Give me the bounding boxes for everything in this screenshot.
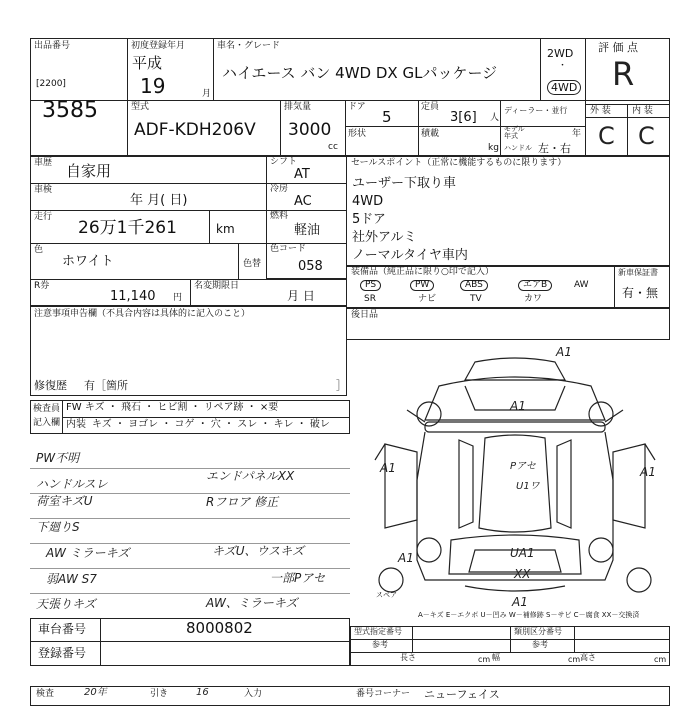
spare-label: スペア [376,591,397,599]
shape-label: 形状 [348,129,367,139]
lot-number: 3585 [42,98,98,123]
cm-unit: cm [478,655,491,664]
corner-label: 番号コーナー [356,689,411,699]
width-label: 幅 [492,653,500,662]
chassis-number: 8000802 [186,619,253,637]
model-year-label: モデル年式 [504,125,525,140]
class-label: 類別区分番号 [514,627,562,636]
damage-mark: A1 [556,345,572,359]
pickup-value: 16 [196,687,209,698]
score-value: R [612,55,635,93]
sales-item: 5ドア [352,212,386,227]
repair-label: 修復歴 [34,379,67,392]
hand-note: ハンドルスレ [36,477,108,491]
yen-unit: 円 [173,293,183,303]
warranty-label: 新車保証書 [618,268,658,277]
displacement-label: 排気量 [284,102,312,112]
score-label: 評 価 点 [598,41,638,54]
repair: 有［箇所 [84,379,128,392]
damage-mark: A1 [640,465,656,479]
pickup-label: 引き [150,689,169,699]
sales-item: ユーザー下取り車 [352,176,457,191]
equip-airbag: エアB [518,280,552,291]
kg-unit: kg [488,143,499,153]
month-unit: 月 [202,89,212,99]
name-grade-label: 車名・グレード [217,41,281,51]
inspection-footer-value: 20年 [84,687,107,698]
cc-unit: cc [328,142,338,152]
equip-tv: TV [470,294,482,304]
entry-label: 入力 [244,689,263,699]
recycle: 11,140 [110,289,156,304]
damage-mark: A1 [398,551,414,565]
era: 平成 [132,54,163,72]
equip-sr: SR [364,294,376,304]
chassis-label: 車台番号 [38,622,87,636]
damage-mark: UA1 [510,546,535,560]
handle-label: ハンドル [504,144,532,152]
capacity: 3[6] [450,110,477,125]
rear-items-label: 後日品 [351,310,379,320]
hand-note: AW ミラーキズ [46,546,130,560]
capacity-unit: 人 [490,113,500,123]
warranty: 有・無 [622,286,659,300]
damage-mark: U1ワ [516,481,540,492]
doors-label: ドア [348,102,366,112]
reg-label: 登録番号 [38,646,87,660]
hand-note: キズU、ウスキズ [212,544,304,558]
dealer-label: ディーラー・並行 [504,106,568,115]
shift-label: シフト [270,157,298,167]
inspection-label: 車検 [34,185,53,195]
hand-note: AW、ミラーキズ [206,596,298,610]
inspection: 年 月( 日) [130,193,188,208]
inspector-label: 検査員 [33,404,61,414]
hand-note: Rフロア 修正 [206,495,279,509]
drive-2wd: 2WD [547,47,574,60]
damage-mark: A1 [380,461,396,475]
hand-note: 一部Pアセ [270,571,326,585]
fuel-label: 燃料 [270,211,289,221]
fuel: 軽油 [294,223,321,238]
equip-ps: PS [360,280,381,291]
doors: 5 [382,108,392,126]
sales-label: セールスポイント（正常に機能するものに限ります） [351,158,567,168]
type-cert-label: 型式指定番号 [354,627,402,636]
ref-label-2: 参考 [532,640,548,649]
sales-item: 4WD [352,194,384,209]
mileage-label: 走行 [34,212,53,222]
damage-mark: XX [514,567,531,581]
reg-year: 19 [140,74,166,98]
name-change: 月 日 [287,289,315,303]
car-name: ハイエース バン 4WD DX GLパッケージ [222,64,498,82]
cm-unit-2: cm [568,655,581,664]
hand-note: エンドパネルXX [206,469,295,483]
drive-4wd: 4WD [547,80,581,95]
displacement: 3000 [288,120,332,140]
color: ホワイト [62,254,114,269]
color-code-label: 色コード [270,244,307,254]
bottom-frame [30,686,670,706]
first-reg-label: 初度登録年月 [131,41,186,51]
handle-value: 左・右 [538,142,571,155]
hand-note: 天張りキズ [36,597,96,611]
notes-frame [30,306,347,396]
exterior-label: 外 装 [590,106,611,116]
history: 自家用 [66,162,112,180]
notes-label: 注意事項申告欄（不具合内容は具体的に記入のこと） [34,309,251,319]
inspector-line-2-prefix: 内装 [66,419,86,430]
color-label: 色 [34,245,44,255]
km-unit: km [216,222,235,236]
equip-pw: PW [410,280,434,291]
hand-note: 荷室キズU [36,494,93,508]
color-code: 058 [298,259,323,274]
damage-legend: A－キズ E－エクボ U－凹み W－補修跡 S－サビ C－腐食 XX－交換済 [418,611,640,619]
sales-item: 社外アルミ [352,230,417,245]
repair-close: ］ [336,379,347,392]
cm-unit-3: cm [654,655,667,664]
lot-label: 出品番号 [34,41,71,51]
damage-mark: A1 [510,399,526,413]
hand-note: 弱AW S7 [46,572,97,586]
recycle-label: R券 [34,281,50,291]
sales-item: ノーマルタイヤ車内 [352,248,468,263]
ref-label: 参考 [372,640,388,649]
inspector-line-2: キズ ・ ヨゴレ ・ コゲ ・ 穴 ・ スレ ・ キレ ・ 破レ [92,419,330,430]
model: ADF-KDH206V [134,120,256,140]
mileage: 26万1千261 [78,218,177,238]
shift: AT [294,167,310,182]
model-label: 型式 [131,102,150,112]
ac: AC [294,194,312,209]
load-label: 積載 [421,129,440,139]
ac-label: 冷房 [270,184,289,194]
name-change-label: 名変期限日 [194,281,240,291]
length-label: 長さ [400,653,416,662]
corner-value: ニューフェイス [424,688,500,701]
lot-code: [2200] [36,79,66,89]
hand-note: 下廻りS [36,520,80,534]
damage-mark: Pアセ [510,461,536,472]
equip-aw: AW [574,280,589,290]
equipment-label: 装備品（純正品に限り○印で記入） [351,267,494,277]
damage-mark: A1 [512,595,528,609]
year-unit: 年 [572,129,582,139]
repaint-label: 色替 [243,259,262,269]
inspector-label-2: 記入欄 [33,418,61,428]
equip-navi: ナビ [418,294,437,304]
hand-note: PW不明 [36,451,80,465]
drive-dot: ・ [558,61,568,71]
height-label: 高さ [580,653,596,662]
equip-leather: カワ [524,294,543,304]
interior-grade: C [638,122,655,150]
exterior-grade: C [598,122,615,150]
equip-abs: ABS [460,280,488,291]
rear-frame [347,308,670,340]
interior-label: 内 装 [632,106,653,116]
capacity-label: 定員 [421,102,440,112]
history-label: 車歴 [34,158,53,168]
inspection-footer-label: 検査 [36,689,55,699]
inspector-line-1: FW キズ ・ 飛石 ・ ヒビ割 ・ リペア跡 ・ ×要 [66,402,279,413]
